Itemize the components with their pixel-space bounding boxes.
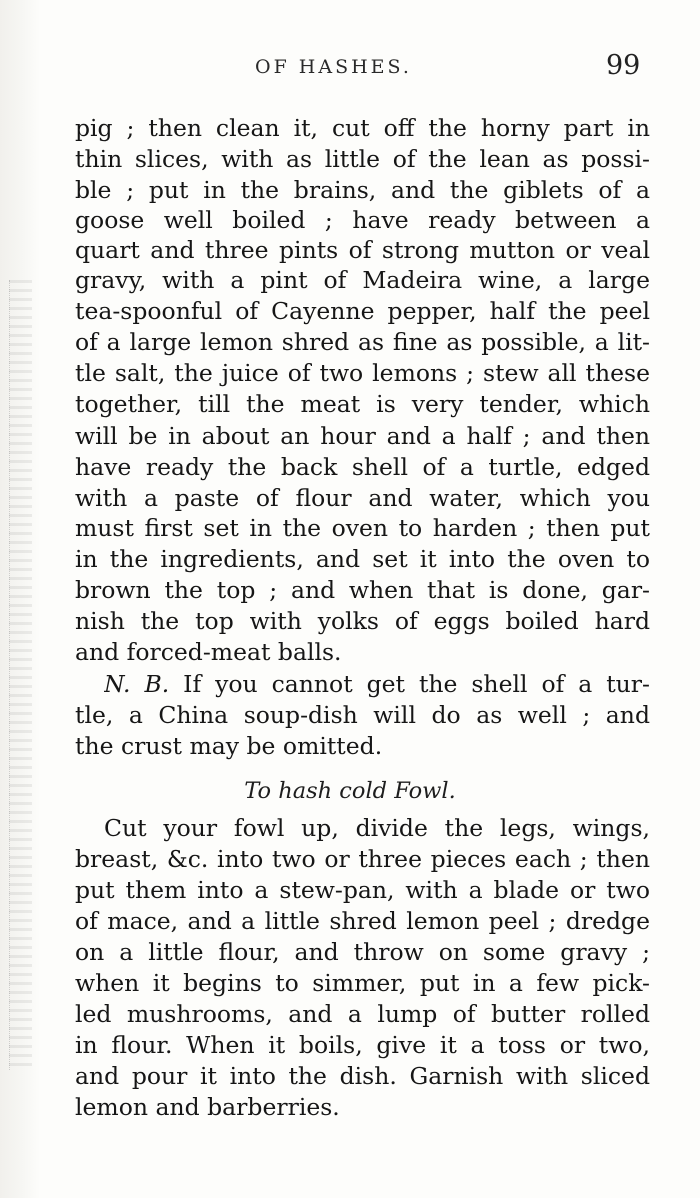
note-text: If you cannot get the shell of a tur- <box>183 670 650 698</box>
text-line: in the ingredients, and set it into the oven to <box>75 545 650 573</box>
text-line: tle salt, the juice of two lemons ; stew all these <box>75 359 650 387</box>
text-line: gravy, with a pint of Madeira wine, a large <box>75 266 650 294</box>
text-line: lemon and barberries. <box>75 1093 340 1121</box>
running-head <box>0 50 700 84</box>
text-line: together, till the meat is very tender, which <box>75 390 650 418</box>
text-line: with a paste of flour and water, which you <box>75 484 650 512</box>
text-line: must first set in the oven to harden ; then put <box>75 514 650 542</box>
text-line: led mushrooms, and a lump of butter rolled <box>75 1000 650 1028</box>
text-line: Cut your fowl up, divide the legs, wings, <box>104 814 650 842</box>
text-line: tea-spoonful of Cayenne pepper, half the peel <box>75 297 650 325</box>
text-line: goose well boiled ; have ready between a <box>75 206 650 234</box>
note-label: N. B. <box>104 670 170 698</box>
text-line: of a large lemon shred as fine as possible, a lit- <box>75 328 650 356</box>
text-line: and forced-meat balls. <box>75 638 342 666</box>
text-line: on a little flour, and throw on some gravy ; <box>75 938 650 966</box>
show-through-marks <box>9 280 32 1070</box>
text-line: of mace, and a little shred lemon peel ; dredge <box>75 907 650 935</box>
text-line: pig ; then clean it, cut off the horny part in <box>75 114 650 142</box>
text-line: when it begins to simmer, put in a few pick- <box>75 969 650 997</box>
text-line: breast, &c. into two or three pieces each ; then <box>75 845 650 873</box>
text-line: brown the top ; and when that is done, gar- <box>75 576 650 604</box>
text-line: quart and three pints of strong mutton or veal <box>75 236 650 264</box>
text-line: tle, a China soup-dish will do as well ; and <box>75 701 650 729</box>
text-line: and pour it into the dish. Garnish with sliced <box>75 1062 650 1090</box>
note-first-line <box>104 670 650 698</box>
recipe-heading: To hash cold Fowl. <box>244 778 456 804</box>
text-line: the crust may be omitted. <box>75 732 383 760</box>
text-line: will be in about an hour and a half ; and then <box>75 422 650 450</box>
text-line: put them into a stew-pan, with a blade or two <box>75 876 650 904</box>
page-number: 99 <box>606 50 641 81</box>
text-line: nish the top with yolks of eggs boiled hard <box>75 607 650 635</box>
text-line: ble ; put in the brains, and the giblets of a <box>75 176 650 204</box>
text-line: in flour. When it boils, give it a toss or two, <box>75 1031 650 1059</box>
text-line: have ready the back shell of a turtle, edged <box>75 453 650 481</box>
text-line: thin slices, with as little of the lean as possi- <box>75 145 650 173</box>
running-title: OF HASHES. <box>255 56 412 78</box>
